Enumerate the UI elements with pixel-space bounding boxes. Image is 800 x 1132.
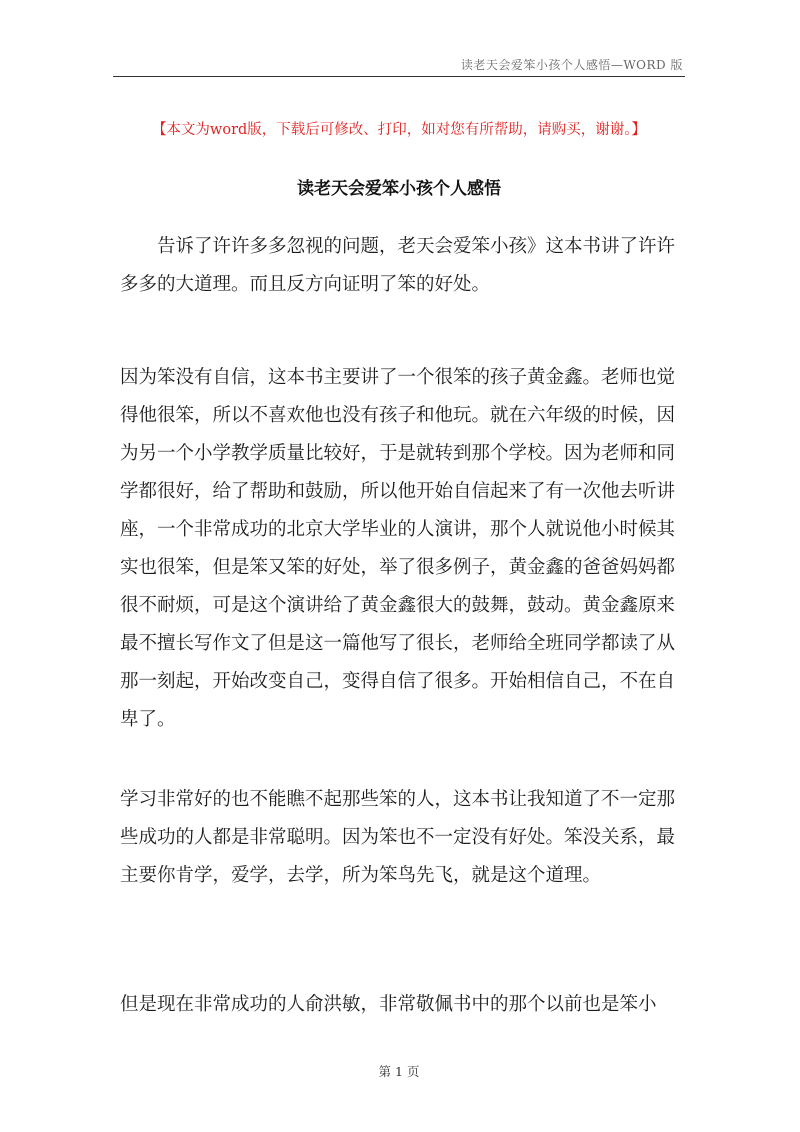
paragraph-line: 多多的大道理。而且反方向证明了笨的好处。 [120, 274, 491, 295]
paragraph-line: 得他很笨，所以不喜欢他也没有孩子和他玩。就在六年级的时候，因 [120, 405, 676, 426]
paragraph-line: 学都很好，给了帮助和鼓励，所以他开始自信起来了有一次他去听讲 [120, 481, 676, 502]
page-number: 第 1 页 [378, 1064, 420, 1079]
paragraph-line: 告诉了许许多多忽视的问题，老天会爱笨小孩》这本书讲了许许 [157, 236, 676, 257]
paragraph-line: 最不擅长写作文了但是这一篇他写了很长，老师给全班同学都读了从 [120, 633, 676, 654]
paragraph-line: 学习非常好的也不能瞧不起那些笨的人，这本书让我知道了不一定那 [120, 789, 676, 810]
header-title: 读老天会爱笨小孩个人感悟—WORD 版 [460, 58, 683, 72]
paragraph-line: 卑了。 [120, 709, 176, 730]
paragraph-line: 很不耐烦，可是这个演讲给了黄金鑫很大的鼓舞，鼓动。黄金鑫原来 [120, 595, 676, 616]
paragraph-line: 实也很笨，但是笨又笨的好处，举了很多例子，黄金鑫的爸爸妈妈都 [120, 557, 676, 578]
paragraph-line: 为另一个小学教学质量比较好，于是就转到那个学校。因为老师和同 [120, 443, 676, 464]
document-title: 读老天会爱笨小孩个人感悟 [297, 179, 501, 199]
paragraph-1 [120, 228, 685, 304]
paragraph-2 [120, 359, 685, 739]
paragraph-line: 但是现在非常成功的人俞洪敏，非常敬佩书中的那个以前也是笨小 [120, 994, 657, 1015]
paragraph-line: 座，一个非常成功的北京大学毕业的人演讲，那个人就说他小时候其 [120, 519, 676, 540]
page-header [113, 50, 685, 77]
download-notice: 【本文为word版，下载后可修改、打印，如对您有所帮助，请购买，谢谢。】 [151, 122, 647, 138]
paragraph-line: 那一刻起，开始改变自己，变得自信了很多。开始相信自己，不在自 [120, 671, 676, 692]
paragraph-line: 主要你肯学，爱学，去学，所为笨鸟先飞，就是这个道理。 [120, 865, 602, 886]
paragraph-line: 些成功的人都是非常聪明。因为笨也不一定没有好处。笨没关系，最 [120, 827, 676, 848]
paragraph-line: 因为笨没有自信，这本书主要讲了一个很笨的孩子黄金鑫。老师也觉 [120, 367, 676, 388]
paragraph-4 [120, 986, 685, 1024]
paragraph-3 [120, 781, 685, 895]
